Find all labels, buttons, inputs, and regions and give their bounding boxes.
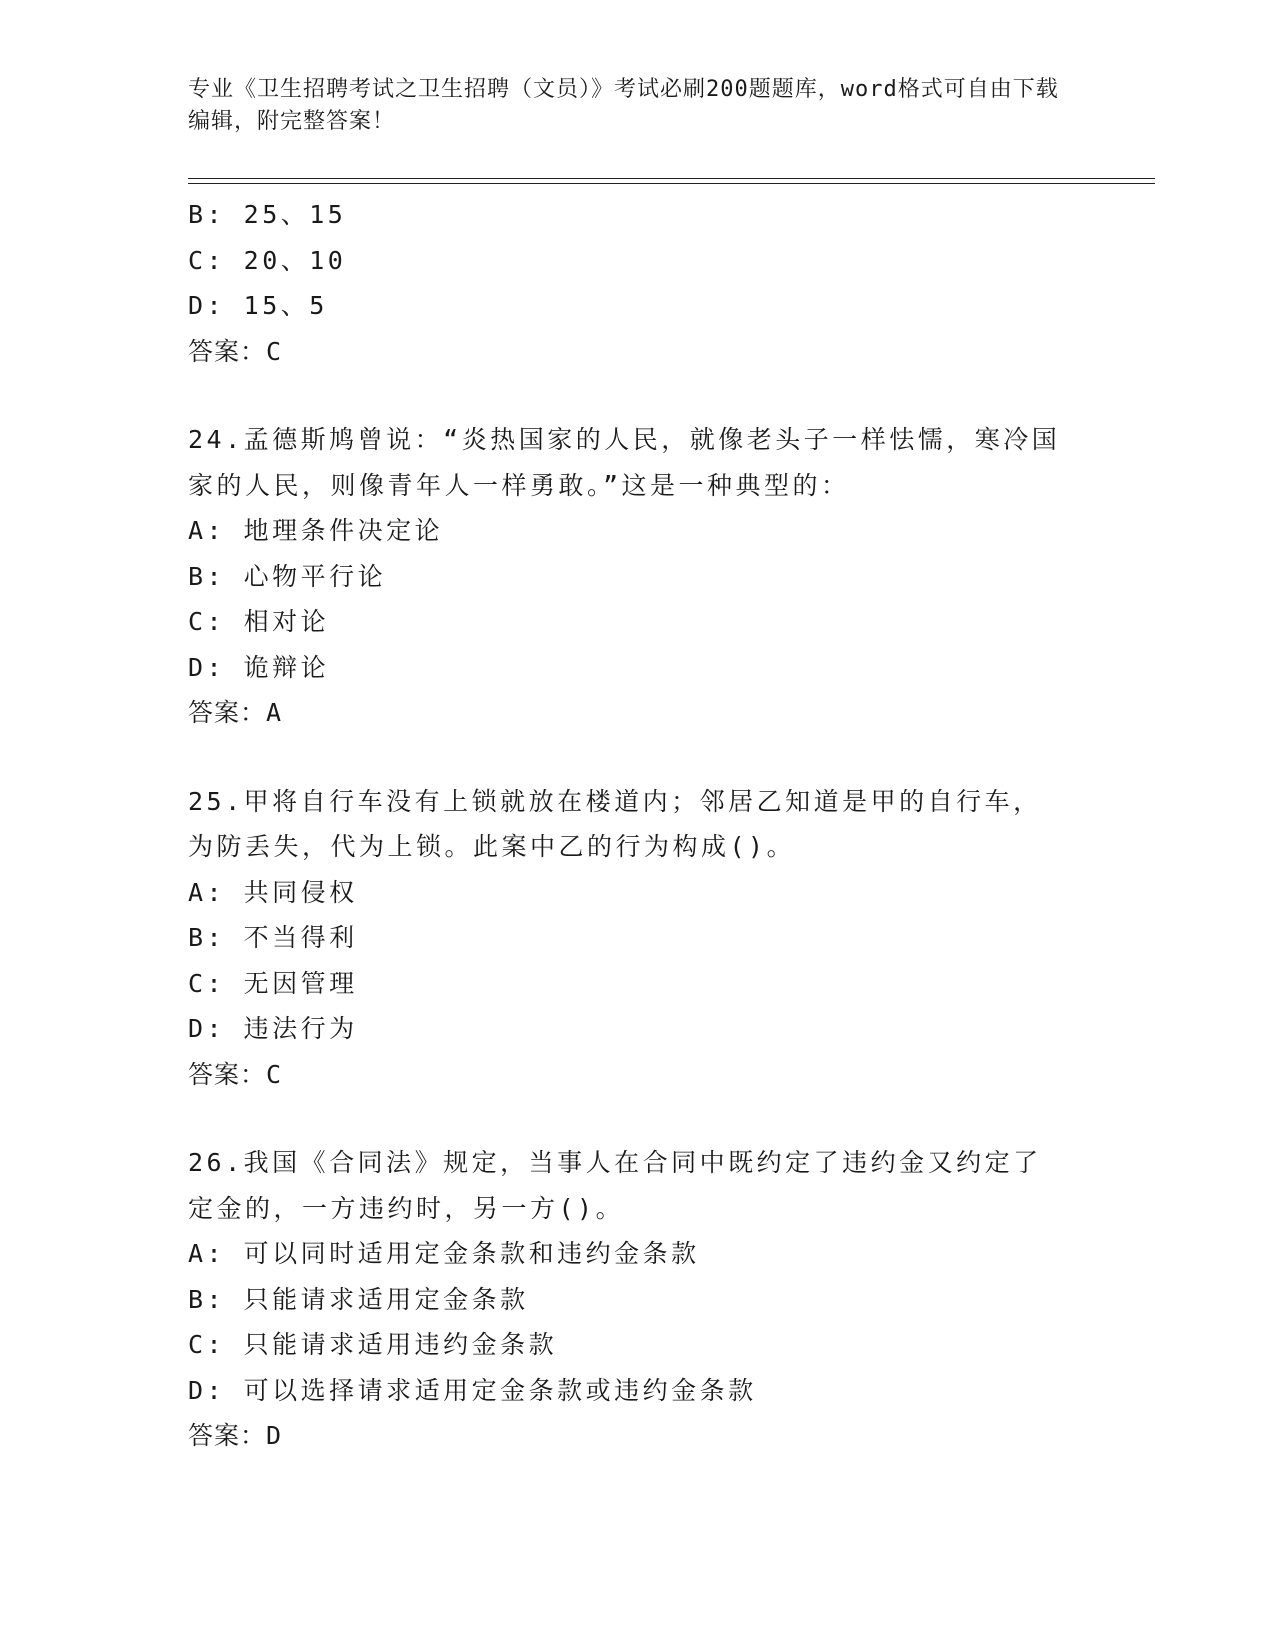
option-a: A: 可以同时适用定金条款和违约金条款 xyxy=(188,1239,700,1268)
question-25 xyxy=(188,779,1088,1098)
option-a: A: 共同侵权 xyxy=(188,877,358,907)
header-rule-top xyxy=(188,178,1155,179)
question-content xyxy=(188,192,1088,1459)
answer-line xyxy=(188,690,1088,736)
question-24 xyxy=(188,417,1088,736)
answer-label: 答案： xyxy=(188,698,267,727)
header-rule-bottom xyxy=(188,183,1155,184)
option-c: C: 20、10 xyxy=(188,245,347,275)
option-c: C: 无因管理 xyxy=(188,968,358,998)
answer-label: 答案： xyxy=(188,1421,267,1450)
question-stem: 26.我国《合同法》规定，当事人在合同中既约定了违约金又约定了定金的，一方违约时，另一方()。 xyxy=(188,1148,1042,1223)
option-b: B: 心物平行论 xyxy=(188,561,387,591)
answer-line xyxy=(188,1052,1088,1098)
question-stem: 25.甲将自行车没有上锁就放在楼道内；邻居乙知道是甲的自行车，为防丢失，代为上锁。此案中乙的行为构成()。 xyxy=(188,786,1042,861)
answer-value: A xyxy=(266,698,283,727)
option-a: A: 地理条件决定论 xyxy=(188,516,444,545)
question-stem: 24.孟德斯鸠曾说：“炎热国家的人民，就像老头子一样怯懦，寒冷国家的人民，则像青年人一样勇敢。”这是一种典型的： xyxy=(188,425,1061,500)
option-b: B: 只能请求适用定金条款 xyxy=(188,1284,529,1314)
page-header: 专业《卫生招聘考试之卫生招聘（文员）》考试必刷200题题库，word格式可自由下载编辑，附完整答案！ xyxy=(188,77,1059,134)
answer-line xyxy=(188,329,1088,375)
answer-value: C xyxy=(266,1059,283,1089)
question-26 xyxy=(188,1140,1088,1459)
answer-line xyxy=(188,1413,1088,1459)
answer-label: 答案： xyxy=(188,336,267,366)
option-d: D: 可以选择请求适用定金条款或违约金条款 xyxy=(188,1375,757,1405)
question-gap xyxy=(188,1097,1088,1140)
option-d: D: 违法行为 xyxy=(188,1014,358,1043)
option-c: C: 只能请求适用违约金条款 xyxy=(188,1330,558,1359)
option-d: D: 15、5 xyxy=(188,291,328,320)
option-b: B: 25、15 xyxy=(188,200,347,229)
question-gap xyxy=(188,374,1088,417)
answer-value: C xyxy=(266,336,283,366)
question-gap xyxy=(188,736,1088,779)
answer-value: D xyxy=(266,1421,283,1450)
answer-label: 答案： xyxy=(188,1059,267,1089)
question-continued xyxy=(188,192,1088,374)
option-d: D: 诡辩论 xyxy=(188,652,330,682)
option-b: B: 不当得利 xyxy=(188,923,358,952)
option-c: C: 相对论 xyxy=(188,607,330,636)
